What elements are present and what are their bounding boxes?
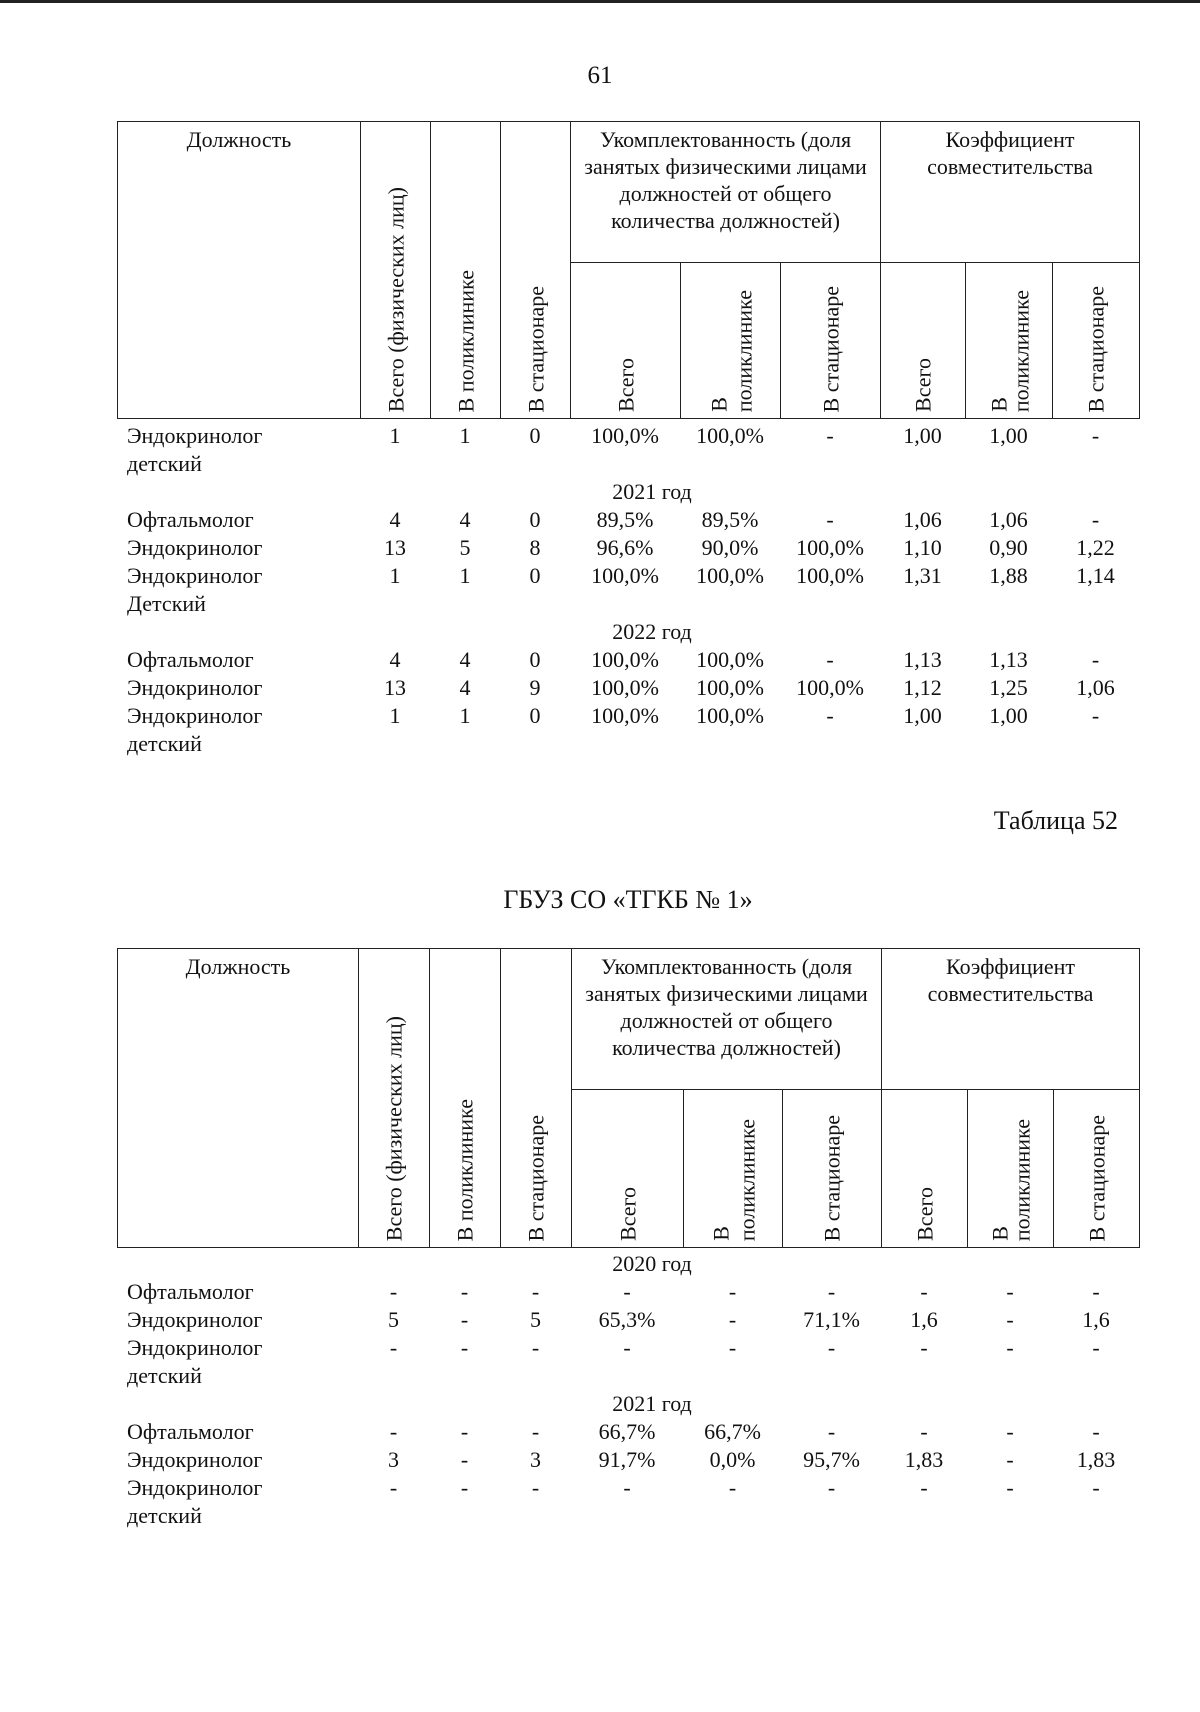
table-cell: - bbox=[920, 1279, 928, 1304]
table-cell: 1,6 bbox=[1082, 1307, 1110, 1332]
table-cell: - bbox=[1091, 703, 1100, 728]
table-cell: 0 bbox=[529, 703, 541, 728]
table2-body bbox=[117, 1250, 1157, 1530]
table-cell: - bbox=[531, 1335, 540, 1360]
table-cell: 100,0% bbox=[696, 647, 764, 672]
combining-total-header: Всего bbox=[881, 263, 966, 419]
table-cell: - bbox=[826, 507, 834, 532]
year-label: 2021 год bbox=[612, 1391, 692, 1416]
table-cell: 3 bbox=[530, 1447, 541, 1472]
institution-title: ГБУЗ СО «ТГКБ № 1» bbox=[503, 885, 753, 914]
table-caption: Таблица 52 bbox=[993, 806, 1118, 835]
table-cell: - bbox=[1006, 1335, 1014, 1360]
table-cell: 1,22 bbox=[1076, 535, 1115, 560]
table-cell: 1,06 bbox=[1076, 675, 1115, 700]
row-position-name: Офтальмолог bbox=[127, 507, 254, 532]
table-cell: - bbox=[826, 703, 834, 728]
table-cell: 66,7% bbox=[598, 1419, 656, 1444]
row-position-name: Эндокринолог bbox=[127, 1475, 263, 1500]
table-cell: 1,10 bbox=[903, 535, 942, 560]
table-row bbox=[117, 562, 1157, 618]
table-row bbox=[117, 1418, 1157, 1446]
table-cell: 1 bbox=[389, 703, 401, 728]
table-row bbox=[117, 702, 1157, 758]
combining-total-header-2: Всего bbox=[882, 1090, 968, 1248]
table-cell: 89,5% bbox=[701, 507, 759, 532]
row-position-name: Эндокринолог bbox=[127, 423, 263, 448]
staffing-total-header: Всего bbox=[571, 263, 681, 419]
table-cell: - bbox=[728, 1279, 737, 1304]
table-cell: 4 bbox=[389, 507, 401, 532]
table-cell: - bbox=[389, 1419, 398, 1444]
table-cell: 89,5% bbox=[596, 507, 654, 532]
table-cell: 0 bbox=[529, 507, 541, 532]
staffing-stat-header: В стационаре bbox=[781, 263, 881, 419]
table-row bbox=[117, 534, 1157, 562]
table-cell: - bbox=[920, 1335, 928, 1360]
row-position-name: Офтальмолог bbox=[127, 1279, 254, 1304]
table-cell: 3 bbox=[388, 1447, 399, 1472]
table-cell: - bbox=[389, 1475, 398, 1500]
table-cell: 0 bbox=[529, 647, 541, 672]
table-cell: - bbox=[1091, 507, 1100, 532]
table-cell: - bbox=[728, 1475, 737, 1500]
table-cell: - bbox=[1092, 1419, 1100, 1444]
total-header-2: Всего (физических лиц) bbox=[359, 949, 430, 1248]
year-label: 2020 год bbox=[612, 1251, 692, 1276]
row-position-name-line2: детский bbox=[127, 1363, 202, 1388]
table-cell: 1,13 bbox=[903, 647, 942, 672]
table-cell: 1 bbox=[459, 703, 471, 728]
table-cell: 13 bbox=[384, 535, 406, 560]
year-divider bbox=[117, 478, 1157, 506]
year-divider bbox=[117, 1390, 1157, 1418]
combining-poly-header-2: В поликлинике bbox=[968, 1090, 1054, 1248]
table-cell: 100,0% bbox=[591, 423, 659, 448]
table-cell: - bbox=[1092, 1279, 1100, 1304]
table-row bbox=[117, 646, 1157, 674]
table-row bbox=[117, 506, 1157, 534]
table-cell: 1,00 bbox=[989, 423, 1028, 448]
table-cell: - bbox=[1006, 1279, 1014, 1304]
table-cell: - bbox=[531, 1279, 540, 1304]
row-position-name: Эндокринолог bbox=[127, 675, 263, 700]
year-divider bbox=[117, 1250, 1157, 1278]
table-cell: 1,14 bbox=[1076, 563, 1115, 588]
table-cell: - bbox=[460, 1307, 469, 1332]
table-cell: - bbox=[623, 1475, 631, 1500]
table-row bbox=[117, 1446, 1157, 1474]
table-cell: 65,3% bbox=[598, 1307, 656, 1332]
table-cell: 1 bbox=[389, 563, 401, 588]
table-cell: 1,25 bbox=[989, 675, 1028, 700]
table-cell: 1,00 bbox=[903, 703, 942, 728]
table-cell: - bbox=[1006, 1447, 1014, 1472]
poly-header: В поликлинике bbox=[431, 122, 501, 419]
table-cell: 5 bbox=[388, 1307, 399, 1332]
table-cell: 1 bbox=[459, 563, 471, 588]
table-cell: - bbox=[531, 1475, 540, 1500]
table-cell: - bbox=[460, 1335, 469, 1360]
table-cell: 0 bbox=[529, 423, 541, 448]
row-position-name: Эндокринолог bbox=[127, 563, 263, 588]
table-cell: 5 bbox=[459, 535, 471, 560]
table-cell: - bbox=[1006, 1419, 1014, 1444]
table-cell: 1,83 bbox=[1076, 1447, 1116, 1472]
table-cell: - bbox=[460, 1419, 469, 1444]
table-cell: 1,06 bbox=[903, 507, 942, 532]
table-cell: - bbox=[389, 1279, 398, 1304]
table-cell: - bbox=[827, 1279, 836, 1304]
row-position-name-line2: Детский bbox=[127, 591, 206, 616]
table-cell: - bbox=[826, 647, 834, 672]
table-cell: 91,7% bbox=[598, 1447, 656, 1472]
table-cell: 1 bbox=[459, 423, 471, 448]
table-cell: - bbox=[1006, 1475, 1014, 1500]
combining-stat-header-2: В стационаре bbox=[1054, 1090, 1140, 1248]
stat-header-2: В стационаре bbox=[501, 949, 572, 1248]
table-row bbox=[117, 1474, 1157, 1530]
row-position-name: Эндокринолог bbox=[127, 1447, 263, 1472]
table-cell: 0,90 bbox=[989, 535, 1028, 560]
table-cell: - bbox=[389, 1335, 398, 1360]
table-cell: - bbox=[531, 1419, 540, 1444]
table-cell: 1,00 bbox=[903, 423, 942, 448]
table-cell: 100,0% bbox=[696, 675, 764, 700]
table-cell: 9 bbox=[529, 675, 541, 700]
table-cell: - bbox=[728, 1335, 737, 1360]
table-row bbox=[117, 1306, 1157, 1334]
table-row bbox=[117, 1278, 1157, 1306]
table-cell: 0 bbox=[529, 563, 541, 588]
table-cell: 4 bbox=[459, 507, 471, 532]
table-cell: - bbox=[827, 1335, 836, 1360]
staffing-poly-header-2: В поликлинике bbox=[684, 1090, 783, 1248]
table-cell: 100,0% bbox=[696, 423, 764, 448]
table2-header bbox=[117, 948, 1140, 1248]
table-cell: 100,0% bbox=[591, 563, 659, 588]
table-cell: 100,0% bbox=[796, 563, 864, 588]
table-row bbox=[117, 674, 1157, 702]
table-cell: 13 bbox=[384, 675, 406, 700]
table-cell: - bbox=[460, 1279, 469, 1304]
table-cell: - bbox=[1091, 423, 1100, 448]
table-cell: 71,1% bbox=[803, 1307, 860, 1332]
table-cell: 1,13 bbox=[989, 647, 1028, 672]
total-header: Всего (физических лиц) bbox=[361, 122, 431, 419]
table-cell: 100,0% bbox=[696, 703, 764, 728]
table-cell: 1,12 bbox=[903, 675, 942, 700]
table-cell: - bbox=[826, 423, 834, 448]
row-position-name: Эндокринолог bbox=[127, 535, 263, 560]
table-cell: 100,0% bbox=[796, 535, 864, 560]
poly-header-2: В поликлинике bbox=[430, 949, 501, 1248]
row-position-name-line2: детский bbox=[127, 451, 202, 476]
table-cell: 1,6 bbox=[910, 1307, 938, 1332]
table-cell: - bbox=[1006, 1307, 1014, 1332]
table-cell: - bbox=[827, 1475, 836, 1500]
table-cell: 8 bbox=[529, 535, 541, 560]
table-cell: - bbox=[460, 1447, 469, 1472]
staffing-header-2: Укомплектованность (доля занятых физическими лицами должностей от общего количества должностей) bbox=[572, 949, 882, 1090]
table1-body bbox=[117, 422, 1157, 758]
combining-stat-header: В стационаре bbox=[1053, 263, 1140, 419]
stat-header: В стационаре bbox=[501, 122, 571, 419]
table-cell: - bbox=[623, 1335, 631, 1360]
table-cell: 66,7% bbox=[704, 1419, 761, 1444]
staffing-poly-header: В поликлинике bbox=[681, 263, 781, 419]
year-label: 2021 год bbox=[612, 479, 692, 504]
row-position-name: Эндокринолог bbox=[127, 1335, 263, 1360]
table-cell: 95,7% bbox=[803, 1447, 860, 1472]
table-cell: 96,6% bbox=[596, 535, 654, 560]
table-cell: 1,06 bbox=[989, 507, 1028, 532]
table-cell: 100,0% bbox=[696, 563, 764, 588]
row-position-name-line2: детский bbox=[127, 731, 202, 756]
table-cell: - bbox=[827, 1419, 836, 1444]
year-label: 2022 год bbox=[612, 619, 692, 644]
table-cell: 1,31 bbox=[903, 563, 942, 588]
top-rule bbox=[0, 0, 1200, 3]
position-header-2: Должность bbox=[118, 949, 359, 1248]
row-position-name: Эндокринолог bbox=[127, 1307, 263, 1332]
table-cell: - bbox=[1092, 1335, 1100, 1360]
row-position-name: Офтальмолог bbox=[127, 1419, 254, 1444]
table-cell: - bbox=[1091, 647, 1100, 672]
table-cell: - bbox=[1092, 1475, 1100, 1500]
combining-poly-header: В поликлинике bbox=[966, 263, 1053, 419]
table-cell: - bbox=[728, 1307, 737, 1332]
table-cell: 1,00 bbox=[989, 703, 1028, 728]
table-cell: 4 bbox=[459, 647, 471, 672]
position-header: Должность bbox=[118, 122, 361, 419]
table-row bbox=[117, 422, 1157, 478]
table-cell: 5 bbox=[530, 1307, 541, 1332]
year-divider bbox=[117, 618, 1157, 646]
staffing-stat-header-2: В стационаре bbox=[783, 1090, 882, 1248]
row-position-name: Эндокринолог bbox=[127, 703, 263, 728]
table-cell: 100,0% bbox=[591, 647, 659, 672]
combining-header-2: Коэффициент совместительства bbox=[882, 949, 1140, 1090]
table-cell: 100,0% bbox=[796, 675, 864, 700]
table-cell: 100,0% bbox=[591, 675, 659, 700]
table-cell: 4 bbox=[389, 647, 401, 672]
table-cell: 0,0% bbox=[709, 1447, 756, 1472]
row-position-name-line2: детский bbox=[127, 1503, 202, 1528]
table-cell: - bbox=[920, 1419, 928, 1444]
table-cell: - bbox=[920, 1475, 928, 1500]
page-number: 61 bbox=[587, 62, 613, 89]
table-row bbox=[117, 1334, 1157, 1390]
staffing-total-header-2: Всего bbox=[572, 1090, 684, 1248]
table-cell: 1,83 bbox=[904, 1447, 944, 1472]
staffing-header: Укомплектованность (доля занятых физическими лицами должностей от общего количества должностей) bbox=[571, 122, 881, 263]
table1-header bbox=[117, 121, 1140, 419]
table-cell: 1,88 bbox=[989, 563, 1028, 588]
combining-header: Коэффициент совместительства bbox=[881, 122, 1140, 263]
table-cell: 90,0% bbox=[701, 535, 759, 560]
table-cell: 100,0% bbox=[591, 703, 659, 728]
table-cell: - bbox=[460, 1475, 469, 1500]
row-position-name: Офтальмолог bbox=[127, 647, 254, 672]
table-cell: - bbox=[623, 1279, 631, 1304]
table-cell: 1 bbox=[389, 423, 401, 448]
table-cell: 4 bbox=[459, 675, 471, 700]
